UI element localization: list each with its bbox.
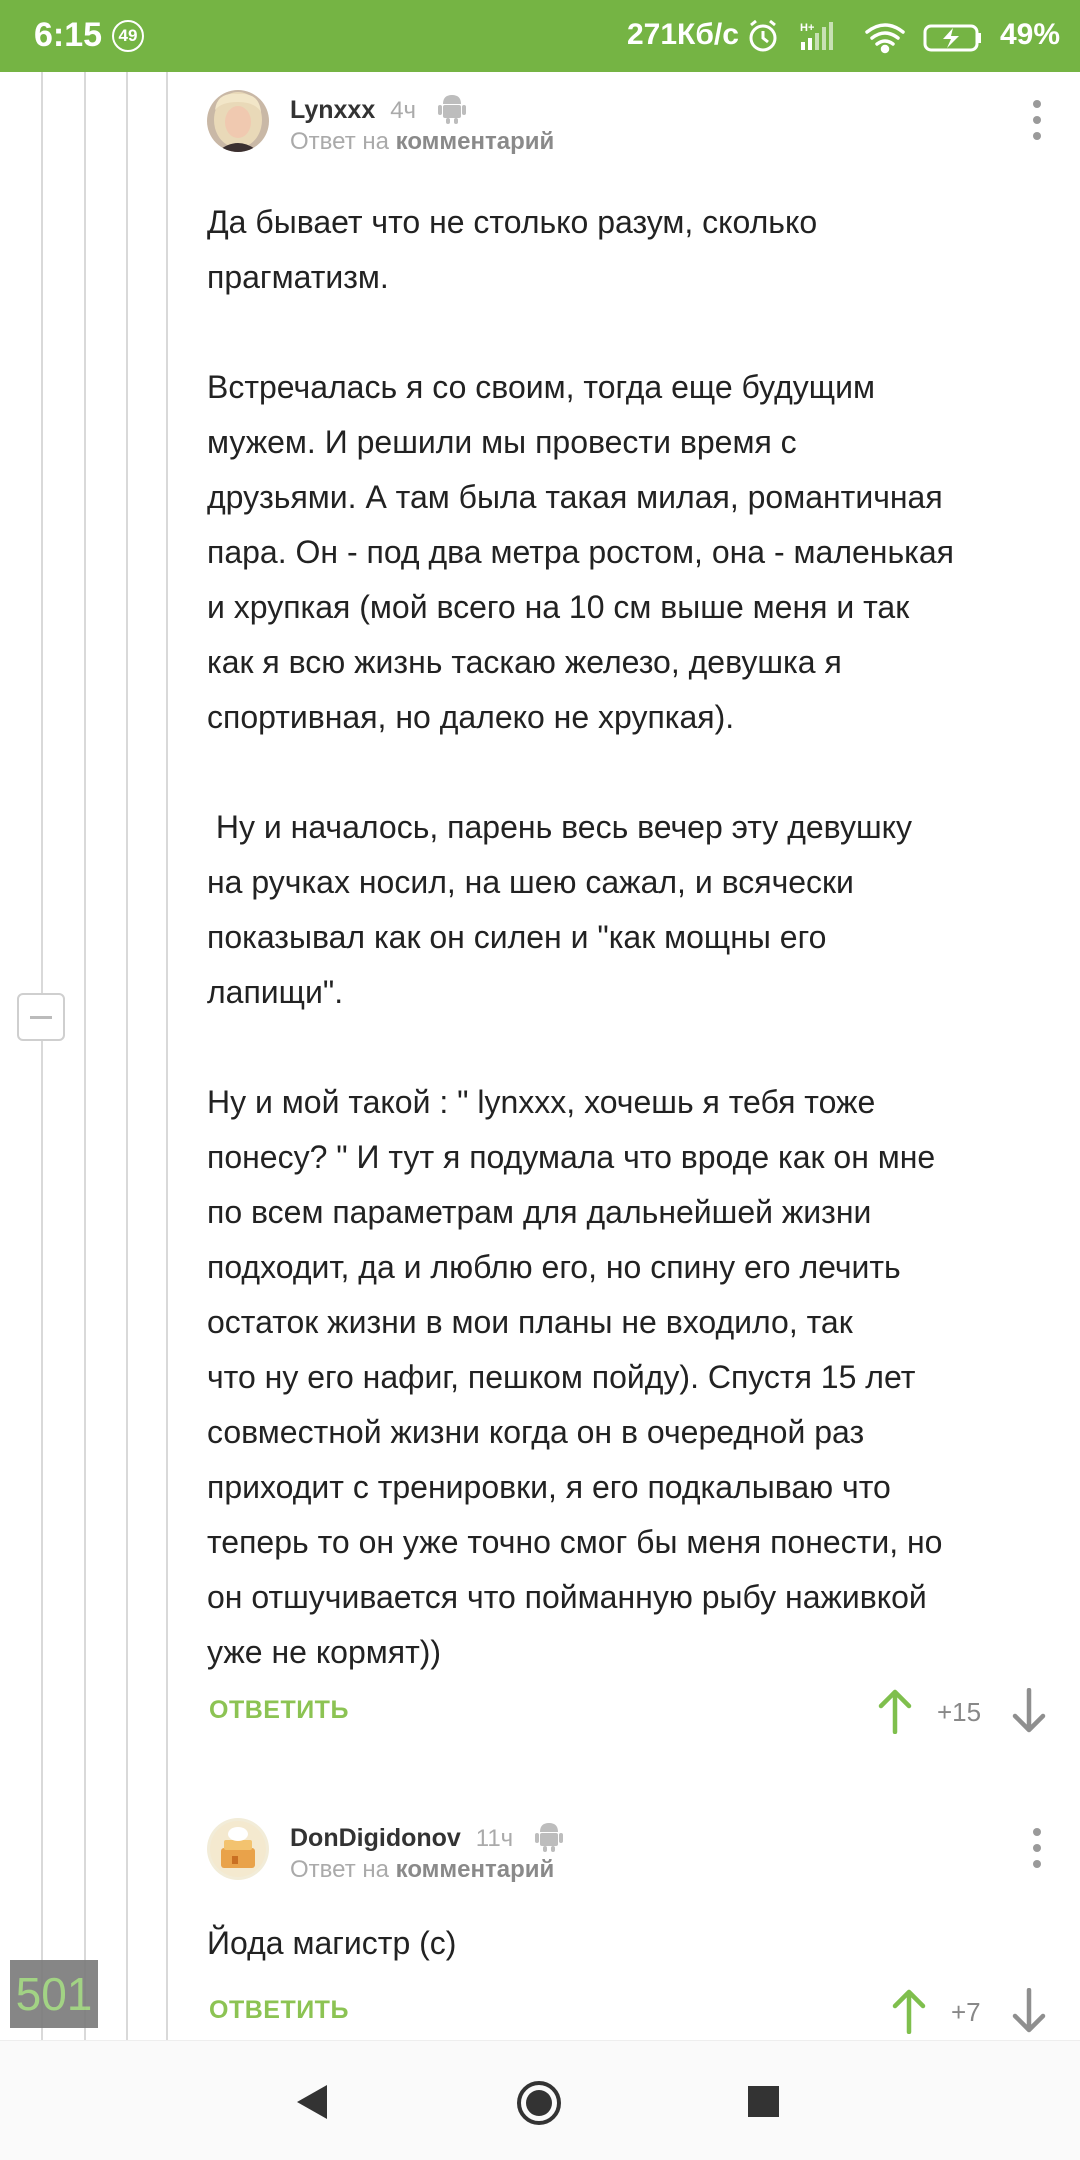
comment-score: +15 — [937, 1697, 982, 1727]
author-username[interactable]: DonDigidonov — [290, 1824, 461, 1853]
svg-text:H+: H+ — [800, 22, 815, 34]
comment-text: Да бывает что не столько разум, сколько прагматизм. Встречалась я со своим, тогда еще будущим мужем. И решили мы провести время с друзьями. А там была такая милая, романтичная пара. Он - под два метра ростом, она - маленькая и хрупкая (мой всего на 10 см выше меня и так как я всю жизнь таскаю железо, девушка я спортивная, но далеко не хрупкая). Ну и началось, парень весь вечер эту девушку на ручках носил, на шею сажал, и всячески показывал как он силен и "как мощны его лапищи". Ну и мой такой : " lynxxx, хочешь я тебя тоже понесу? " И тут я подумала что вроде как он мне по всем параметрам для дальнейшей жизни подходит, да и люблю его, но спину его лечить остаток жизни в мои планы не входило, так что ну его нафиг, пешком пойду). Спустя 15 лет совместной жизни когда он в очередной раз приходит с тренировки, я его подкалываю что теперь то он уже точно смог бы меня понести, но он отшучивается что пойманную рыбу наживкой уже не кормят)) — [207, 204, 954, 1670]
upvote-arrow-icon[interactable] — [877, 1688, 913, 1739]
signal-icon — [800, 22, 833, 50]
clock: 6:15 — [34, 16, 103, 54]
upvote-arrow-icon[interactable] — [891, 1988, 927, 2039]
comment-text: Йода магистр (с) — [207, 1925, 457, 1961]
battery-percent: 49% — [1000, 18, 1061, 51]
author-name[interactable] — [290, 1820, 564, 1859]
comment-score: +7 — [951, 1997, 981, 2027]
thread-line[interactable] — [84, 72, 86, 2040]
comment-time: 11ч — [475, 1825, 514, 1853]
reply-to: Ответ на комментарий — [290, 1856, 555, 1883]
recent-apps-icon[interactable] — [748, 2086, 779, 2117]
wifi-icon — [867, 25, 903, 52]
more-options-icon[interactable] — [1027, 100, 1047, 144]
author-username[interactable]: Lynxxx — [290, 96, 376, 125]
avatar[interactable] — [207, 1818, 269, 1880]
thread-line[interactable] — [41, 72, 43, 2040]
avatar[interactable] — [207, 90, 269, 152]
status-bar — [0, 0, 1080, 72]
collapse-thread-button[interactable] — [17, 993, 65, 1041]
battery-icon — [925, 26, 981, 50]
system-nav-bar — [0, 2040, 1080, 2160]
android-icon — [534, 1820, 564, 1859]
parent-comment-link[interactable]: комментарий — [395, 1856, 555, 1883]
back-icon[interactable] — [295, 2083, 329, 2126]
home-icon[interactable] — [515, 2079, 563, 2132]
android-icon — [437, 92, 467, 131]
downvote-arrow-icon[interactable] — [1011, 1688, 1047, 1739]
network-speed: 271Кб/с — [627, 18, 739, 51]
comment-counter[interactable]: 501 — [10, 1960, 98, 2028]
reply-button[interactable]: ОТВЕТИТЬ — [209, 1996, 349, 2024]
notification-badge: 49 — [112, 20, 144, 52]
thread-line[interactable] — [166, 72, 168, 2040]
comment-time: 4ч — [390, 97, 417, 125]
reply-button[interactable]: ОТВЕТИТЬ — [209, 1696, 349, 1724]
thread-line[interactable] — [126, 72, 128, 2040]
reply-to: Ответ на комментарий — [290, 128, 555, 155]
status-icons — [745, 18, 995, 54]
alarm-icon — [751, 21, 775, 50]
downvote-arrow-icon[interactable] — [1011, 1988, 1047, 2039]
more-options-icon[interactable] — [1027, 1828, 1047, 1872]
parent-comment-link[interactable]: комментарий — [395, 128, 555, 155]
author-name[interactable] — [290, 92, 467, 131]
